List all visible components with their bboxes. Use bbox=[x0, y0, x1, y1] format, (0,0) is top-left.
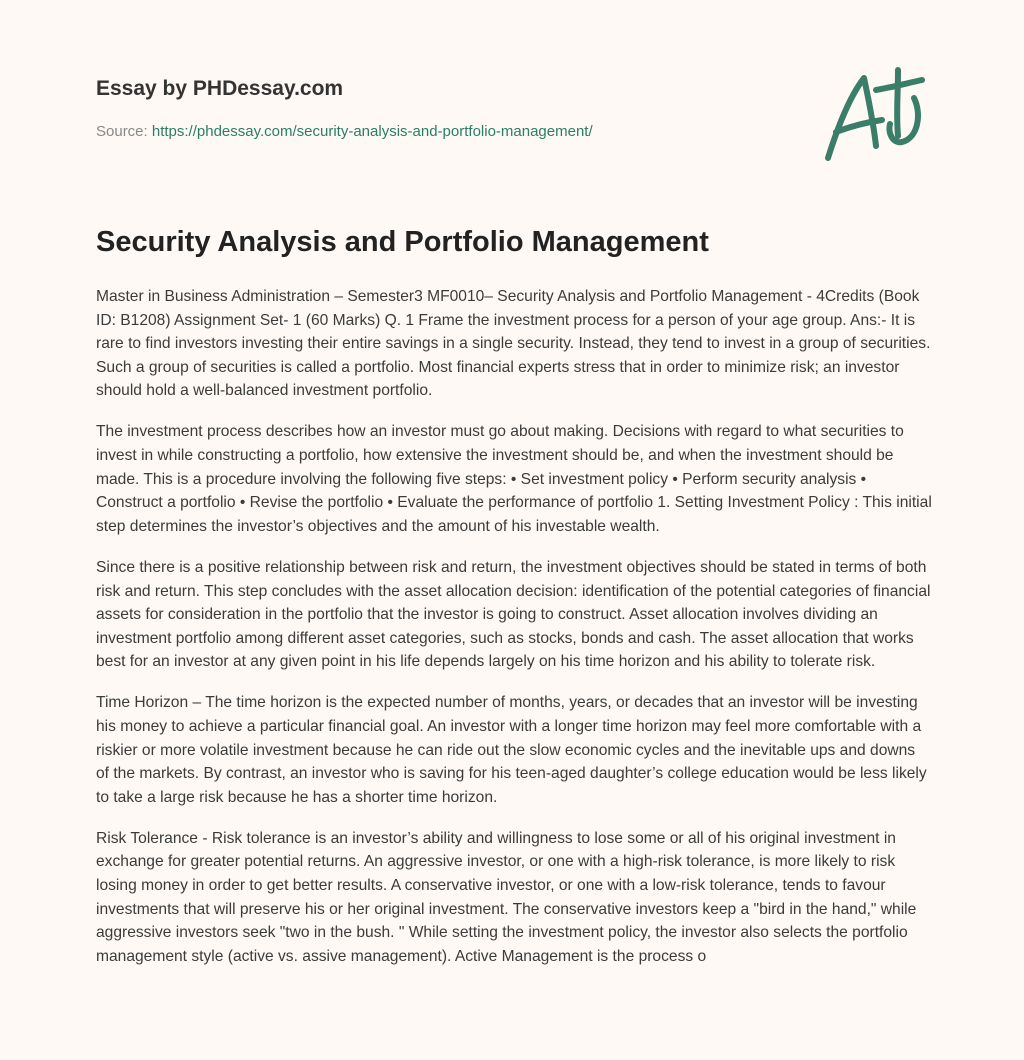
source-link[interactable]: https://phdessay.com/security-analysis-and-portfolio-management/ bbox=[151, 123, 593, 140]
site-brand: Essay by PHDessay.com bbox=[96, 77, 344, 100]
source-line bbox=[96, 123, 593, 140]
paragraph: Since there is a positive relationship between risk and return, the investment objectives should be stated in terms of both risk and return. This step concludes with the asset allocation decision: identification of the potential categories of financial assets for consideration in the portfolio that the investor is going to construct. Asset allocation involves dividing an investment portfolio among different asset categories, such as stocks, bonds and cash. The asset allocation that works best for an investor at any given point in his life depends largely on his time horizon and his ability to tolerate risk. bbox=[96, 558, 931, 671]
article-title: Security Analysis and Portfolio Management bbox=[96, 226, 709, 258]
paragraph: Master in Business Administration – Semester3 MF0010– Security Analysis and Portfolio Management - 4Credits (Book ID: B1208) Assignment Set- 1 (60 Marks) Q. 1 Frame the investment process for a person of your age group. Ans:- It is rare to find investors investing their entire savings in a single security. Instead, they tend to invest in a group of securities. Such a group of securities is called a portfolio. Most financial experts stress that in order to minimize risk; an investor should hold a well-balanced investment portfolio. bbox=[96, 288, 931, 400]
article-body bbox=[96, 285, 932, 986]
paragraph: Risk Tolerance - Risk tolerance is an investor’s ability and willingness to lose some or all of his original investment in exchange for greater potential returns. An aggressive investor, or one with a high-risk tolerance, is more likely to risk losing money in order to get better results. A conservative investor, or one with a low-risk tolerance, tends to favour investments that will preserve his or her original investment. The conservative investors keep a "bird in the hand," while aggressive investors seek "two in the bush. " While setting the investment policy, the investor also selects the portfolio management style (active vs. assive management). Active Management is the process o bbox=[96, 829, 917, 965]
paragraph: The investment process describes how an investor must go about making. Decisions with regard to what securities to invest in while constructing a portfolio, how extensive the investment should be, and when the investment should be made. This is a procedure involving the following five steps: • Set investment policy • Perform security analysis • Construct a portfolio • Revise the portfolio • Evaluate the performance of portfolio 1. Setting Investment Policy : This initial step determines the investor’s objectives and the amount of his investable wealth. bbox=[96, 423, 932, 535]
a-plus-logo-icon bbox=[818, 66, 930, 166]
paragraph: Time Horizon – The time horizon is the expected number of months, years, or decades that an investor will be investing his money to achieve a particular financial goal. An investor with a longer time horizon may feel more comfortable with a riskier or more volatile investment because he can ride out the slow economic cycles and the inevitable ups and downs of the markets. By contrast, an investor who is saving for his teen-aged daughter’s college education would be less likely to take a large risk because he has a shorter time horizon. bbox=[96, 694, 927, 806]
source-label: Source: bbox=[96, 123, 148, 140]
